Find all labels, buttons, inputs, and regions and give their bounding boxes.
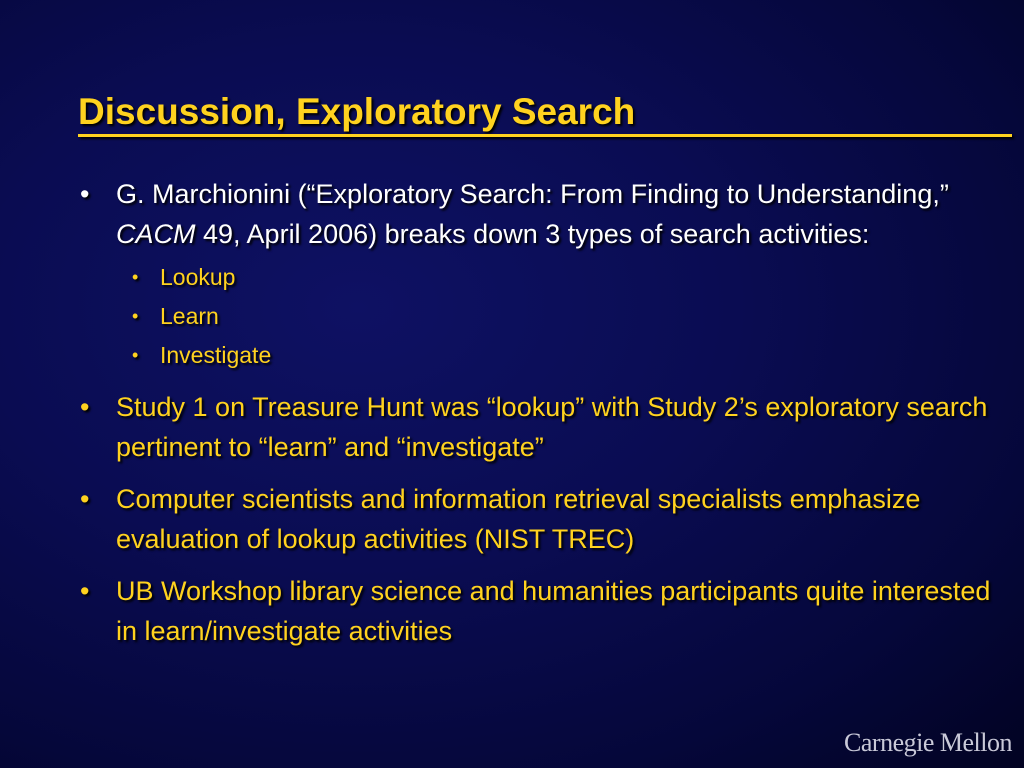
sub-bullet-item <box>116 258 1010 297</box>
journal-name: CACM <box>116 219 196 249</box>
bullet-text: UB Workshop library science and humanities participants quite interested in learn/investigate activities <box>116 576 991 646</box>
sub-bullet-icon: • <box>132 267 139 287</box>
bullet-text-lead: G. Marchionini (“Exploratory Search: From Finding to Understanding,” <box>116 179 949 209</box>
slide-title: Discussion, Exploratory Search <box>78 91 636 132</box>
sub-bullet-item <box>116 336 1010 375</box>
bullet-icon: • <box>80 484 90 514</box>
sub-bullet-list <box>116 258 1010 375</box>
bullet-text: Computer scientists and information retrieval specialists emphasize evaluation of lookup activities (NIST TREC) <box>116 484 921 554</box>
sub-bullet-icon: • <box>132 306 139 326</box>
carnegie-mellon-logo: Carnegie Mellon <box>844 728 1012 757</box>
bullet-text <box>116 179 949 249</box>
bullet-text-tail: 49, April 2006) breaks down 3 types of search activities: <box>195 219 870 249</box>
bullet-item <box>80 174 1010 375</box>
bullet-item <box>80 387 1010 467</box>
bullet-icon: • <box>80 392 90 422</box>
bullet-icon: • <box>80 179 90 209</box>
bullet-icon: • <box>80 576 90 606</box>
sub-bullet-text: Lookup <box>160 264 236 290</box>
sub-bullet-text: Investigate <box>160 342 272 368</box>
bullet-item <box>80 479 1010 559</box>
sub-bullet-icon: • <box>132 345 139 365</box>
bullet-item <box>80 571 1010 651</box>
sub-bullet-item <box>116 297 1010 336</box>
title-underline <box>78 134 1012 137</box>
slide-body <box>80 174 1010 663</box>
sub-bullet-text: Learn <box>160 303 219 329</box>
bullet-text: Study 1 on Treasure Hunt was “lookup” with Study 2’s exploratory search pertinent to “learn” and “investigate” <box>116 392 988 462</box>
